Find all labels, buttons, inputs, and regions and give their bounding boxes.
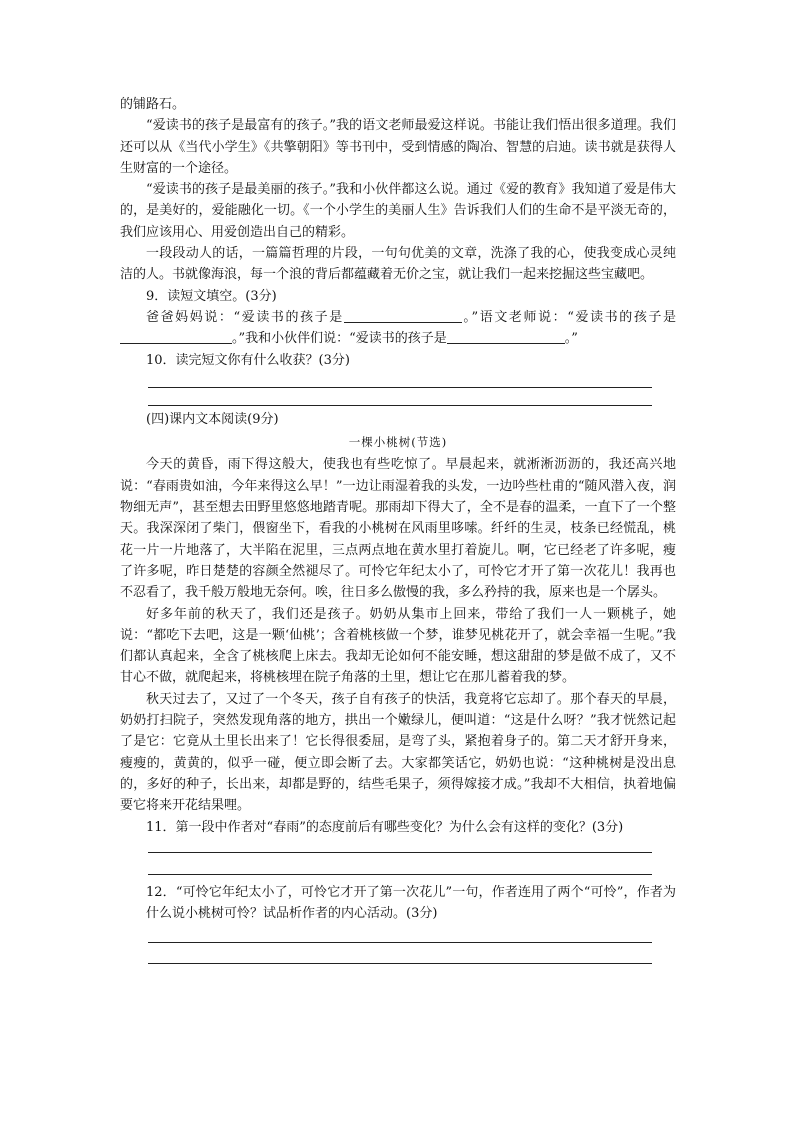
answer-line[interactable] (148, 924, 652, 943)
passage-tail: 的铺路石。 (120, 97, 186, 112)
article-paragraph: 好多年前的秋天了，我们还是孩子。奶奶从集市上回来，带给了我们一人一颗桃子，她说：“都吃下去吧，这是一颗‘仙桃’；含着桃核做一个梦，谁梦见桃花开了，就会幸福一生呢。”我们都认真起来，全含了桃核爬上床去。我却无论如何不能安睡，想这甜甜的梦是做不成了，又不甘心不做，就爬起来，将桃核埋在院子角落的土里，想让它在那儿蓄着我的梦。 (120, 606, 676, 686)
question-9-fill (120, 307, 676, 350)
article-title: 一棵小桃树(节选) (348, 435, 448, 450)
passage-paragraph: “爱读书的孩子是最富有的孩子。”我的语文老师最爱这样说。书能让我们悟出很多道理。我们还可以从《当代小学生》《共擎朝阳》等书刊中，受到情感的陶冶、智慧的启迪。读书就是获得人生财富的一个途径。 (120, 118, 676, 176)
q9-blank-1[interactable] (344, 308, 462, 323)
article-paragraph: 秋天过去了，又过了一个冬天，孩子自有孩子的快活，我竟将它忘却了。那个春天的早晨，奶奶打扫院子，突然发现角落的地方，拱出一个嫩绿儿，便叫道：“这是什么呀？”我才恍然记起了是它：它竟从土里长出来了！它长得很委屈，是弯了头，紧抱着身子的。第二天才舒开身来，瘦瘦的，黄黄的，似乎一碰，便立即会断了去。大家都笑话它，奶奶也说：“这种桃树是没出息的，多好的种子，长出来，却都是野的，结些毛果子，须得嫁接才成。”我却不大相信，执着地偏要它将来开花结果哩。 (120, 691, 676, 814)
answer-line[interactable] (148, 838, 652, 853)
answer-line[interactable] (148, 388, 652, 406)
question-11-title: 11．第一段中作者对“春雨”的态度前后有哪些变化？为什么会有这样的变化？(3分) (146, 819, 624, 835)
question-10-title: 10．读完短文你有什么收获？(3分) (146, 352, 350, 368)
q9-blank-2[interactable] (120, 329, 232, 344)
answer-line[interactable] (148, 371, 652, 388)
answer-line[interactable] (148, 943, 652, 964)
section-4-heading: (四)课内文本阅读(9分) (146, 411, 279, 427)
q9-text-3: 。”我和小伙伴们说：“爱读书的孩子是 (232, 331, 447, 347)
q9-text-4: 。” (564, 331, 578, 347)
question-9-title: 9．读短文填空。(3分) (146, 288, 277, 304)
answer-line[interactable] (148, 853, 652, 875)
q9-blank-3[interactable] (447, 329, 565, 344)
passage-paragraph: 一段段动人的话，一篇篇哲理的片段，一句句优美的文章，洗涤了我的心，使我变成心灵纯洁的人。书就像海浪，每一个浪的背后都蕴藏着无价之宝，就让我们一起来挖掘这些宝藏吧。 (120, 246, 676, 283)
q9-text-2: 。”语文老师说：“爱读书的孩子是 (461, 309, 676, 325)
passage-paragraph: “爱读书的孩子是最美丽的孩子。”我和小伙伴都这么说。通过《爱的教育》我知道了爱是伟大的，是美好的，爱能融化一切。《一个小学生的美丽人生》告诉我们人们的生命不是平淡无奇的，我们应该用心、用爱创造出自己的精彩。 (120, 182, 676, 240)
question-12-title: 12．“可怜它年纪太小了，可怜它才开了第一次花儿”一句，作者连用了两个“可怜”，作者为什么说小桃树可怜？试品析作者的内心活动。(3分) (146, 884, 676, 922)
q9-text-1: 爸爸妈妈说：“爱读书的孩子是 (146, 309, 344, 325)
exam-page (120, 94, 676, 964)
article-paragraph: 今天的黄昏，雨下得这般大，使我也有些吃惊了。早晨起来，就淅淅沥沥的，我还高兴地说：“春雨贵如油，今年来得这么早！”一边让雨湿着我的头发，一边吟些杜甫的“随风潜入夜，润物细无声”，甚至想去田野里悠悠地踏青呢。那雨却下得大了，全不是春的温柔，一直下了一个整天。我深深闭了柴门，偎窗坐下，看我的小桃树在风雨里哆嗦。纤纤的生灵，枝条已经慌乱，桃花一片一片地落了，大半陷在泥里，三点两点地在黄水里打着旋儿。啊，它已经老了许多呢，瘦了许多呢，昨日楚楚的容颜全然褪尽了。可怜它年纪太小了，可怜它才开了第一次花儿！我再也不忍看了，我千般万般地无奈何。唉，往日多么傲慢的我，多么矜持的我，原来也是一个孱头。 (120, 457, 676, 601)
